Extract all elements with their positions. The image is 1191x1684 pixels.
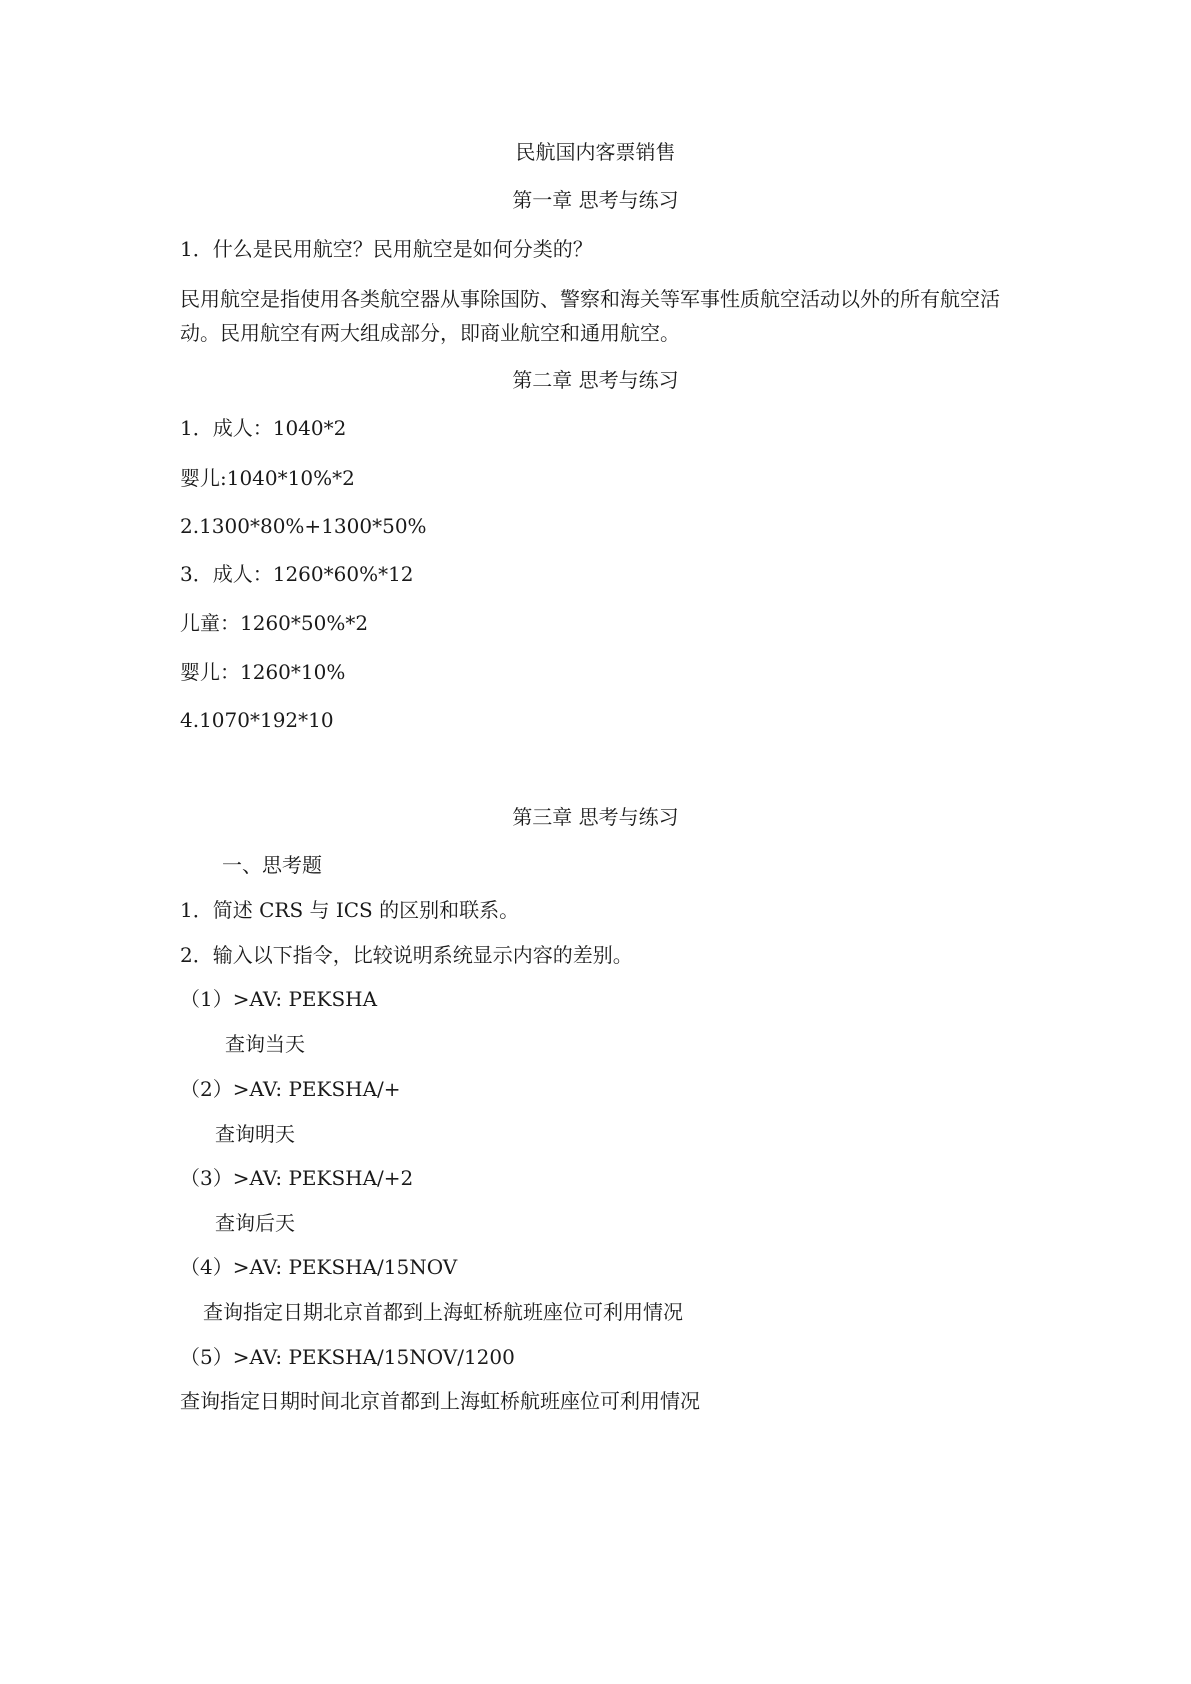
chapter-1-heading: 第一章 思考与练习 [512, 188, 679, 212]
chapter-2-line: 3．成人：1260*60%*12 [180, 562, 414, 586]
command-line: （4）>AV: PEKSHA/15NOV [180, 1255, 458, 1279]
command-line: （3）>AV: PEKSHA/+2 [180, 1166, 414, 1190]
command-line: （1）>AV: PEKSHA [180, 987, 378, 1011]
chapter-2-line: 1．成人：1040*2 [180, 416, 347, 440]
document-title: 民航国内客票销售 [515, 140, 676, 164]
chapter-3-question-2: 2．输入以下指令，比较说明系统显示内容的差别。 [180, 943, 633, 967]
chapter-3-heading: 第三章 思考与练习 [512, 805, 679, 829]
chapter-1-answer-1: 民用航空是指使用各类航空器从事除国防、警察和海关等军事性质航空活动以外的所有航空活动。民用航空有两大组成部分，即商业航空和通用航空。 [180, 287, 1000, 345]
chapter-2-line: 4.1070*192*10 [180, 708, 334, 732]
chapter-3-question-1: 1．简述 CRS 与 ICS 的区别和联系。 [180, 898, 520, 922]
command-line: （2）>AV: PEKSHA/+ [180, 1077, 401, 1101]
command-description: 查询后天 [215, 1211, 295, 1235]
chapter-2-line: 儿童：1260*50%*2 [180, 611, 369, 635]
command-description: 查询明天 [215, 1122, 295, 1146]
command-description: 查询当天 [225, 1032, 305, 1056]
chapter-1-question-1: 1．什么是民用航空？民用航空是如何分类的？ [180, 237, 593, 261]
chapter-2-heading: 第二章 思考与练习 [512, 368, 679, 392]
chapter-2-line: 2.1300*80%+1300*50% [180, 514, 427, 538]
chapter-3-section-title: 一、思考题 [222, 853, 322, 877]
command-description: 查询指定日期时间北京首都到上海虹桥航班座位可利用情况 [180, 1389, 700, 1413]
chapter-2-line: 婴儿：1260*10% [180, 660, 346, 684]
command-line: （5）>AV: PEKSHA/15NOV/1200 [180, 1345, 515, 1369]
chapter-2-line: 婴儿:1040*10%*2 [180, 466, 355, 490]
command-description: 查询指定日期北京首都到上海虹桥航班座位可利用情况 [203, 1300, 683, 1324]
